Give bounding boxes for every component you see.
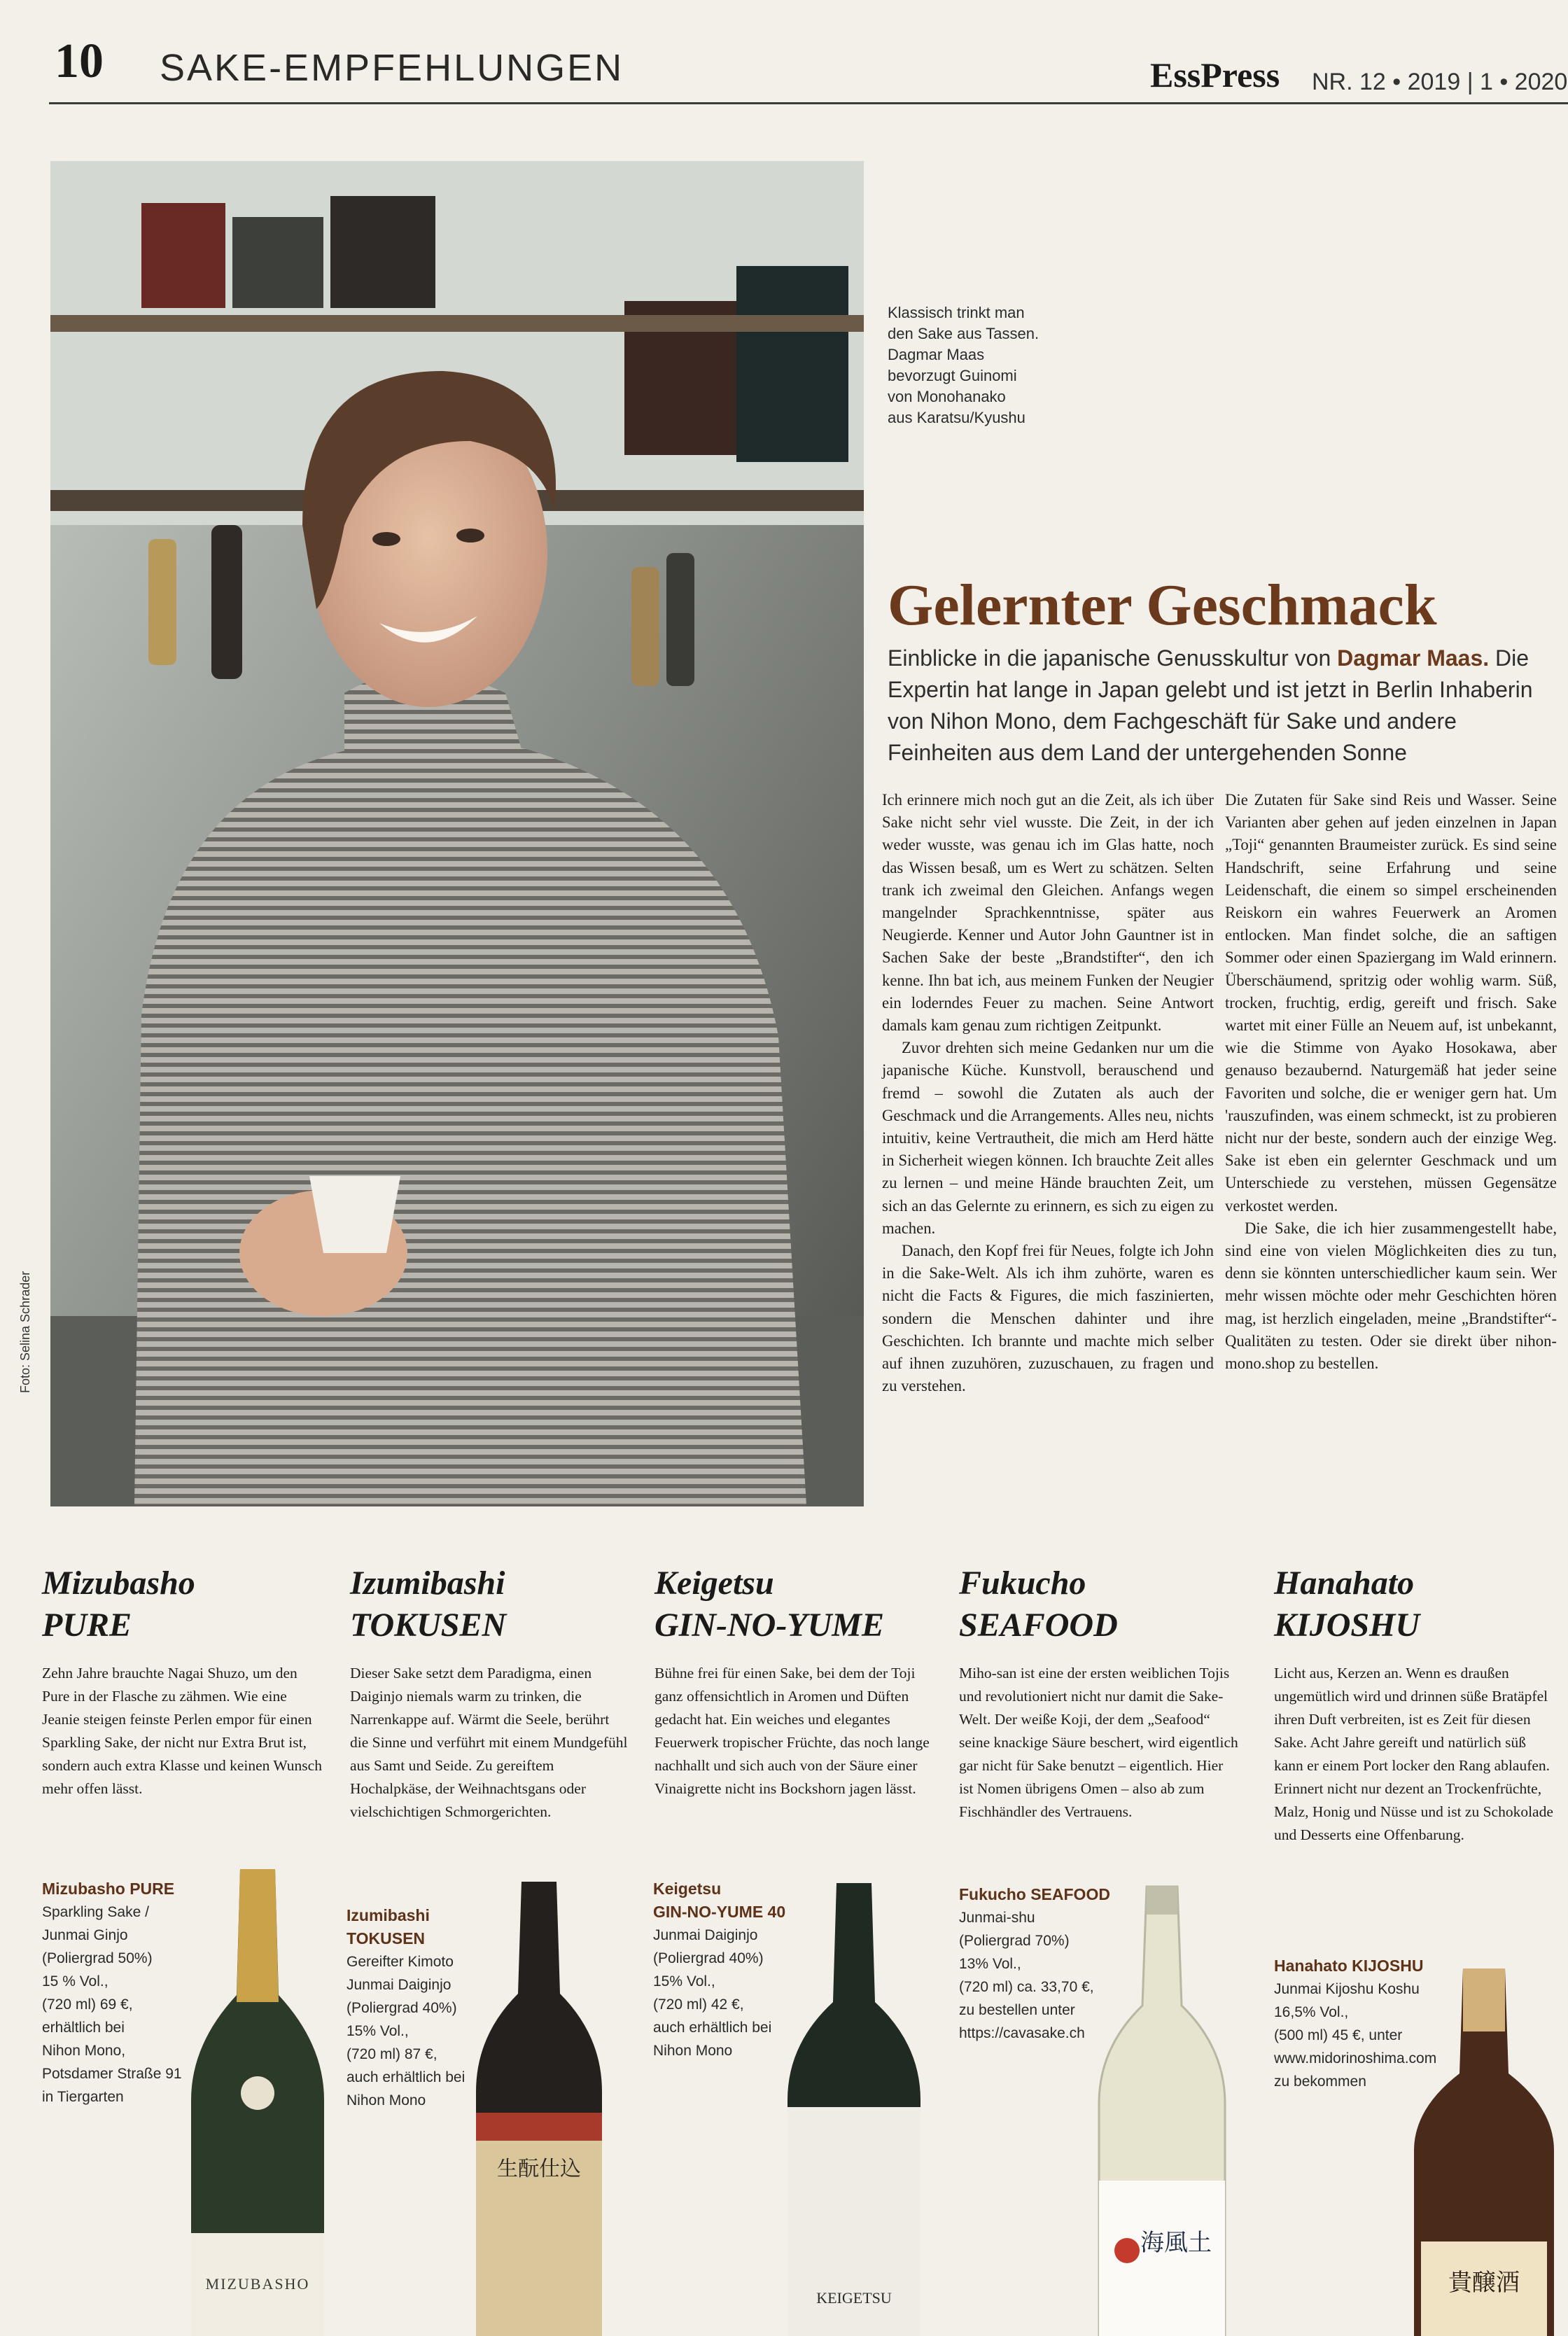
bottle-label-text: 海風土 bbox=[1140, 2230, 1212, 2256]
spec-line: zu bekommen bbox=[1274, 2073, 1366, 2090]
masthead-logo: EssPress bbox=[1150, 55, 1280, 95]
caption-line: Dagmar Maas bbox=[888, 346, 985, 363]
bottle-label-text: MIZUBASHO bbox=[205, 2275, 310, 2293]
article-column-right bbox=[1225, 789, 1557, 1375]
spec-line: (720 ml) 69 €, bbox=[42, 1996, 133, 2013]
product-keigetsu bbox=[654, 1562, 934, 1800]
spec-line: Nihon Mono bbox=[653, 2043, 733, 2059]
product-info-name: Izumibashi TOKUSEN bbox=[346, 1906, 430, 1947]
spec-line: Junmai Ginjo bbox=[42, 1927, 128, 1943]
spec-line: zu bestellen unter bbox=[959, 2002, 1075, 2018]
product-title: Hanahato bbox=[1274, 1565, 1415, 1602]
article-column-left bbox=[882, 789, 1214, 1397]
spec-line: Potsdamer Straße 91 bbox=[42, 2066, 182, 2082]
spec-line: 13% Vol., bbox=[959, 1956, 1021, 1972]
caption-line: aus Karatsu/Kyushu bbox=[888, 409, 1026, 426]
product-description: Licht aus, Kerzen an. Wenn es draußen ungemütlich wird und drinnen süße Bratäpfel ihren Duft verbreiten, ist es Zeit für diesen Sake. Acht Jahre gereift und natürlich süß kann er einem Port locker den Rang ablaufen. Erinnert nicht nur dezent an Trockenfrüchte, Malz, Honig und Nüsse und ist zu Schokolade und Desserts eine Offenbarung. bbox=[1274, 1665, 1553, 1843]
product-description: Zehn Jahre brauchte Nagai Shuzo, um den Pure in der Flasche zu zähmen. Wie eine Jeanie steigen feinste Perlen empor für einen Sparkling Sake, der nicht nur Extra Brut ist, sondern auch extra Klasse und keinen Wunsch mehr offen lässt. bbox=[42, 1665, 322, 1797]
spec-line: erhältlich bei bbox=[42, 2020, 125, 2036]
portrait-photo bbox=[50, 161, 864, 1506]
spec-line: 16,5% Vol., bbox=[1274, 2004, 1349, 2020]
product-subtitle: GIN-NO-YUME bbox=[654, 1607, 884, 1644]
caption-line: von Monohanako bbox=[888, 388, 1006, 405]
spec-line: Nihon Mono, bbox=[42, 2043, 126, 2059]
product-description: Dieser Sake setzt dem Paradigma, einen Daiginjo niemals warm zu trinken, die Narrenkappe auf. Wärmt die Seele, berührt die Sinne und verführt mit einem Mundgefühl aus Samt und Seide. Zu gereiftem Hochalpkäse, der Weihnachtsgans oder vielschichtigen Schmorgerichten. bbox=[350, 1665, 628, 1820]
spec-line: auch erhältlich bei bbox=[346, 2069, 465, 2085]
spec-line: in Tiergarten bbox=[42, 2089, 124, 2105]
bottle-label-text: KEIGETSU bbox=[816, 2289, 892, 2307]
spec-line: (720 ml) 87 €, bbox=[346, 2046, 438, 2062]
paragraph: Die Zutaten für Sake sind Reis und Wasser. Seine Varianten aber gehen auf jeden einzelnen in Japan „Toji“ genannten Braumeister zurück. Es sind seine Handschrift, seine Erfahrung und seine Leidenschaft, die einem so simpel erscheinenden Reiskorn ein wahres Feuerwerk an Aromen entlocken. Man findet solche, die an saftigen Sommer oder einen Spaziergang im Wald erinnern. Überschäumend, spritzig oder wohlig warm. Süß, trocken, fruchtig, erdig, gereift und frisch. Sake wartet mit einer Fülle an Neuem auf, ist unbekannt, wie die Stimme von Ayako Hosokawa, aber genauso bezaubernd. Naturgemäß hat jeder seine Favoriten und solche, die er weniger gern hat. Um 'rauszufinden, was einem schmeckt, ist zu probieren nicht nur der beste, sondern auch der einzige Weg. Sake ist eben ein gelernter Geschmack und um Unterschiede zu verstehen, müssen Gegensätze verkostet werden. bbox=[1225, 791, 1557, 1215]
bottle-hanahato bbox=[1407, 1968, 1561, 2336]
spec-line: Junmai Daiginjo bbox=[653, 1927, 758, 1943]
product-description: Bühne frei für einen Sake, bei dem der Toji ganz offensichtlich in Aromen und Düften gedacht hat. Ein weiches und elegantes Feuerwerk tropischer Früchte, das noch lange nachhallt und sich auch von der Säure einer Vinaigrette nicht ins Bockshorn jagen lässt. bbox=[654, 1665, 930, 1797]
bottle-label-text: 生酛仕込 bbox=[497, 2157, 581, 2181]
spec-line: https://cavasake.ch bbox=[959, 2025, 1085, 2041]
header-rule bbox=[49, 102, 1568, 104]
product-info-name: Fukucho SEAFOOD bbox=[959, 1885, 1110, 1903]
intro-text: Die Expertin hat lange in Japan gelebt und ist jetzt in Berlin Inhaberin von Nihon Mono, dem Fachgeschäft für Sake und andere Feinheiten aus dem Land der untergehenden Sonne bbox=[888, 645, 1533, 765]
spec-line: Nihon Mono bbox=[346, 2092, 426, 2108]
product-fukucho bbox=[959, 1562, 1239, 1824]
product-info-name: Hanahato KIJOSHU bbox=[1274, 1957, 1424, 1975]
bottle-keigetsu bbox=[774, 1883, 934, 2336]
intro-text: Einblicke in die japanische Genusskultur von bbox=[888, 645, 1331, 671]
product-title: Mizubasho bbox=[42, 1565, 195, 1602]
spec-line: www.midorinoshima.com bbox=[1274, 2050, 1437, 2066]
paragraph: Die Sake, die ich hier zusammengestellt habe, sind eine von vielen Möglichkeiten dies zu tun, denn sie könnten unterschiedlicher kaum sein. Wer mehr wissen möchte oder mehr Geschichten hören mag, ist herzlich eingeladen, meine „Brandstifter“-Qualitäten zu testen. Oder sie direkt über nihon-mono.shop zu bestellen. bbox=[1225, 1219, 1557, 1373]
product-subtitle: KIJOSHU bbox=[1274, 1607, 1420, 1644]
product-title: Keigetsu bbox=[654, 1565, 774, 1602]
product-title: Fukucho bbox=[959, 1565, 1086, 1602]
spec-line: (Poliergrad 70%) bbox=[959, 1933, 1070, 1949]
spec-line: (720 ml) ca. 33,70 €, bbox=[959, 1979, 1094, 1995]
page-number: 10 bbox=[55, 34, 104, 88]
product-subtitle: SEAFOOD bbox=[959, 1607, 1118, 1644]
product-subtitle: PURE bbox=[42, 1607, 132, 1644]
spec-line: auch erhältlich bei bbox=[653, 2020, 772, 2036]
issue-info: NR. 12 • 2019 | 1 • 2020 bbox=[1312, 69, 1568, 95]
article-intro bbox=[888, 643, 1549, 769]
spec-line: (500 ml) 45 €, unter bbox=[1274, 2027, 1403, 2043]
spec-line: Junmai Kijoshu Koshu bbox=[1274, 1981, 1420, 1997]
bottle-izumibashi bbox=[462, 1882, 616, 2336]
article-headline: Gelernter Geschmack bbox=[888, 573, 1437, 638]
spec-line: 15% Vol., bbox=[653, 1973, 715, 1989]
bottle-label-text: 貴醸酒 bbox=[1448, 2270, 1520, 2296]
spec-line: Gereifter Kimoto bbox=[346, 1954, 454, 1970]
product-title: Izumibashi bbox=[350, 1565, 505, 1602]
product-mizubasho bbox=[42, 1562, 322, 1800]
spec-line: 15 % Vol., bbox=[42, 1973, 108, 1989]
bottle-fukucho bbox=[1085, 1887, 1239, 2336]
product-izumibashi bbox=[350, 1562, 630, 1824]
caption-line: Klassisch trinkt man bbox=[888, 304, 1025, 321]
caption-line: den Sake aus Tassen. bbox=[888, 325, 1040, 342]
paragraph: Zuvor drehten sich meine Gedanken nur um die japanische Küche. Kunstvoll, berauschend und fremd – sowohl die Zutaten als auch der Geschmack und die Arrangements. Alles neu, nichts intuitiv, keine Vertrautheit, die mich am Herd hätte in Sicherheit wiegen können. Ich brauchte Zeit alles zu lernen – und meine Hände brauchten Zeit, um sich an das Gelernte zu erinnern, es sich zu eigen zu machen. bbox=[882, 1039, 1214, 1237]
spec-line: (Poliergrad 40%) bbox=[346, 2000, 457, 2016]
spec-line: (Poliergrad 40%) bbox=[653, 1950, 764, 1966]
author-name: Dagmar Maas. bbox=[1337, 645, 1490, 671]
product-description: Miho-san ist eine der ersten weiblichen Tojis und revolutioniert nicht nur damit die Sake-Welt. Der weiße Koji, der dem „Seafood“ seine knackige Säure beschert, wird eigentlich gar nicht für Sake benutzt – eigentlich. Hier ist Nomen übrigens Omen – also ab zum Fischhändler des Vertrauens. bbox=[959, 1665, 1238, 1820]
product-subtitle: TOKUSEN bbox=[350, 1607, 507, 1644]
spec-line: (720 ml) 42 €, bbox=[653, 1996, 744, 2013]
product-info-name: Mizubasho PURE bbox=[42, 1880, 175, 1898]
bottle-mizubasho bbox=[174, 1869, 342, 2336]
spec-line: (Poliergrad 50%) bbox=[42, 1950, 153, 1966]
paragraph: Danach, den Kopf frei für Neues, folgte ich John in die Sake-Welt. Als ich ihm zuhörte, waren es nicht die Facts & Figures, die mich faszinierten, sondern die Menschen dahinter und ihre Geschichten. Ich brannte und machte mich selber auf ihnen zuzuhören, zuzuschauen, zu fragen und zu verstehen. bbox=[882, 1242, 1214, 1395]
spec-line: Junmai-shu bbox=[959, 1910, 1035, 1926]
photo-credit: Foto: Selina Schrader bbox=[18, 1271, 32, 1393]
caption-line: bevorzugt Guinomi bbox=[888, 367, 1017, 384]
spec-line: 15% Vol., bbox=[346, 2023, 409, 2039]
product-hanahato bbox=[1274, 1562, 1554, 1847]
spec-line: Junmai Daiginjo bbox=[346, 1977, 451, 1993]
product-info-name: Keigetsu GIN-NO-YUME 40 bbox=[653, 1880, 786, 1921]
paragraph: Ich erinnere mich noch gut an die Zeit, als ich über Sake nicht sehr viel wusste. Die Zeit, in der ich weder wusste, was genau ich im Glas hatte, noch das Wissen besaß, um es Wert zu schätzen. Selten trank ich zweimal den Gleichen. Anfangs wegen mangelnder Sprachkenntnisse, später aus Neugierde. Kenner und Autor John Gauntner ist in Sachen Sake der beste „Brandstifter“, den ich kenne. Ihn bat ich, aus meinem Funken der Neugier ein loderndes Feuer zu machen. Seine Antwort damals kam genau zum richtigen Zeitpunkt. bbox=[882, 791, 1214, 1035]
photo-caption bbox=[888, 302, 1091, 428]
spec-line: Sparkling Sake / bbox=[42, 1904, 149, 1920]
section-title: SAKE-EMPFEHLUNGEN bbox=[160, 47, 624, 89]
